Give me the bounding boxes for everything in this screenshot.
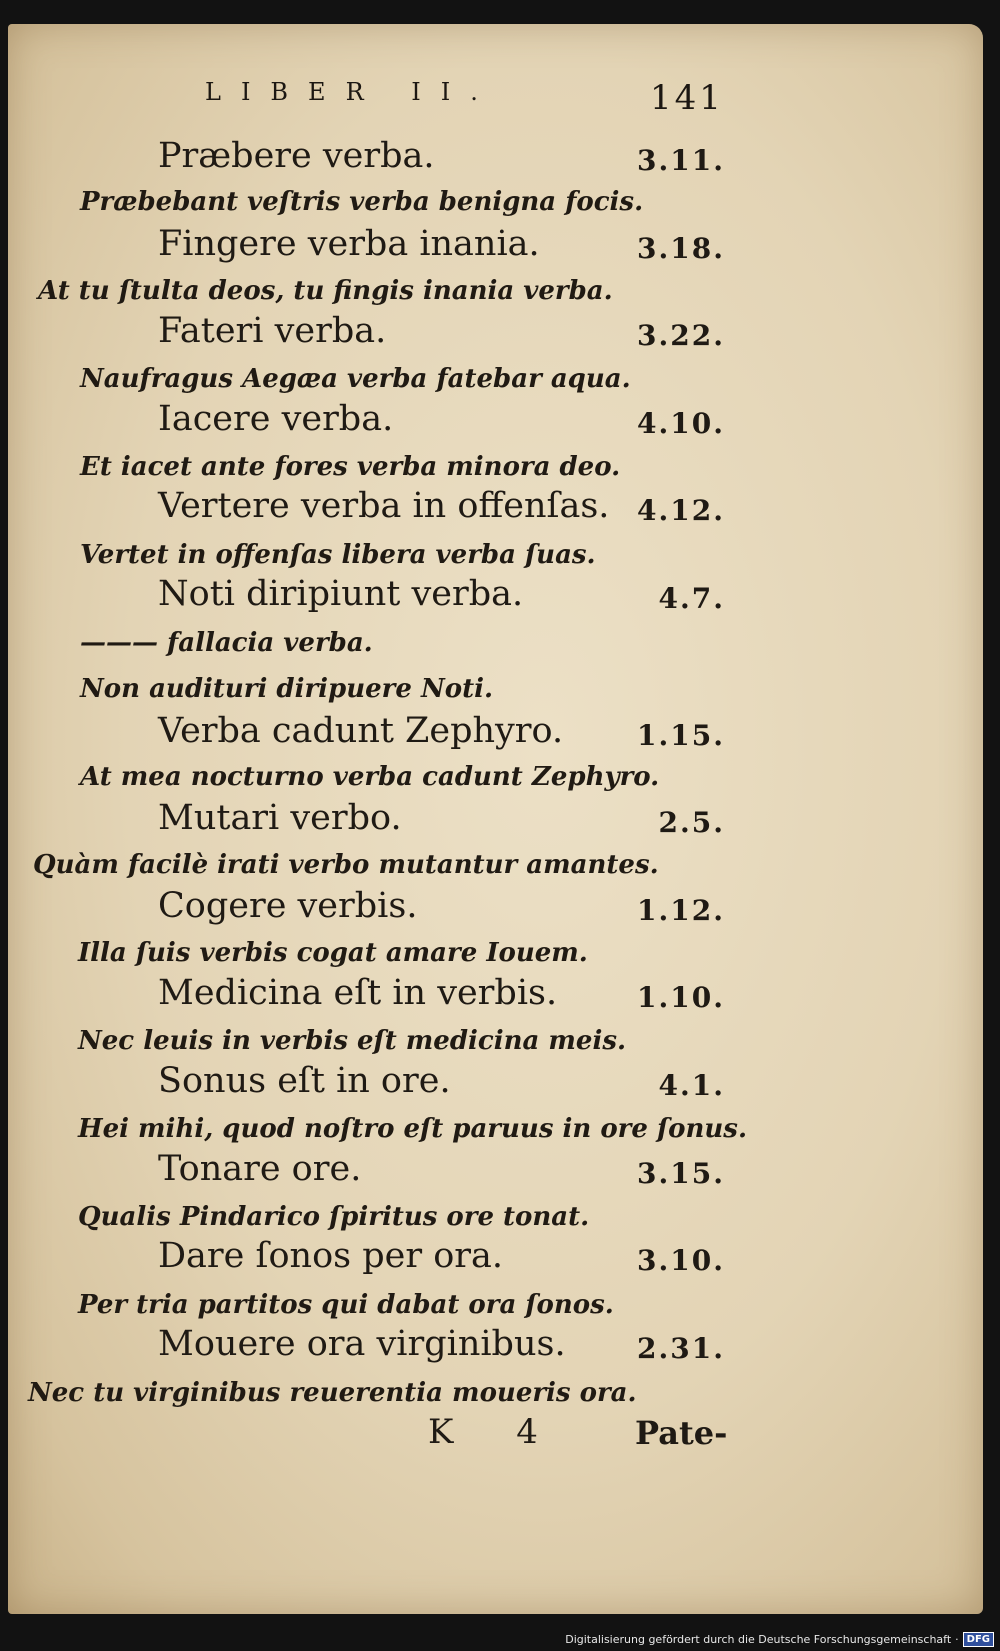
- entry-reference: 4.10.: [637, 407, 725, 440]
- entry-phrase: Noti diripiunt verba.: [158, 574, 524, 614]
- entry-reference: 3.15.: [637, 1157, 725, 1190]
- entry-reference: 2.5.: [658, 806, 725, 839]
- entry-phrase: Verba cadunt Zephyro.: [158, 711, 564, 751]
- entry-reference: 4.7.: [658, 582, 725, 615]
- entry-phrase: Præbere verba.: [158, 136, 435, 176]
- entry-reference: 1.15.: [637, 719, 725, 752]
- entry-quote: Qualis Pindarico ſpiritus ore tonat.: [78, 1202, 590, 1232]
- entry-phrase: Sonus eſt in ore.: [158, 1061, 451, 1101]
- entry-quote: Nec tu virginibus reuerentia moueris ora.: [28, 1378, 637, 1408]
- entry-quote: Non audituri diripuere Noti.: [80, 674, 494, 704]
- signature-mark: K 4: [428, 1412, 564, 1452]
- entry-reference: 4.12.: [637, 494, 725, 527]
- entry-quote: At mea nocturno verba cadunt Zephyro.: [80, 762, 660, 792]
- entry-quote: Et iacet ante fores verba minora deo.: [80, 452, 621, 482]
- entry-quote: At tu ſtulta deos, tu fingis inania verba.: [38, 276, 613, 306]
- running-title: LIBER II.: [205, 78, 498, 106]
- entry-quote: ——— fallacia verba.: [80, 628, 373, 658]
- entry-quote: Nec leuis in verbis eſt medicina meis.: [78, 1026, 627, 1056]
- dfg-logo-icon: DFG: [963, 1632, 994, 1647]
- entry-reference: 3.22.: [637, 319, 725, 352]
- entry-phrase: Mutari verbo.: [158, 798, 402, 838]
- entry-quote: Præbebant veſtris verba benigna focis.: [80, 187, 644, 217]
- entry-phrase: Dare ſonos per ora.: [158, 1236, 503, 1276]
- entry-phrase: Cogere verbis.: [158, 886, 418, 926]
- entry-quote: Hei mihi, quod noſtro eſt paruus in ore ſonus.: [78, 1114, 747, 1144]
- entry-reference: 3.10.: [637, 1244, 725, 1277]
- entry-phrase: Tonare ore.: [158, 1149, 362, 1189]
- entry-reference: 4.1.: [658, 1069, 725, 1102]
- entry-phrase: Iacere verba.: [158, 399, 394, 439]
- entry-reference: 2.31.: [637, 1332, 725, 1365]
- entry-quote: Naufragus Aegæa verba fatebar aqua.: [80, 364, 631, 394]
- entry-reference: 1.12.: [637, 894, 725, 927]
- page-number: 141: [650, 78, 724, 118]
- digitization-credit: Digitalisierung gefördert durch die Deutsche Forschungsgemeinschaft · DFG: [565, 1632, 994, 1647]
- entry-quote: Vertet in offenſas libera verba ſuas.: [80, 540, 596, 570]
- entry-quote: Illa ſuis verbis cogat amare Iouem.: [78, 938, 588, 968]
- entry-reference: 3.18.: [637, 232, 725, 265]
- catchword: Pate-: [635, 1414, 728, 1452]
- entry-phrase: Medicina eſt in verbis.: [158, 973, 558, 1013]
- entry-phrase: Fingere verba inania.: [158, 224, 540, 264]
- entry-phrase: Fateri verba.: [158, 311, 387, 351]
- entry-quote: Per tria partitos qui dabat ora ſonos.: [78, 1290, 614, 1320]
- credit-text: Digitalisierung gefördert durch die Deutsche Forschungsgemeinschaft: [565, 1633, 952, 1646]
- entry-phrase: Vertere verba in offenſas.: [158, 486, 610, 526]
- entry-phrase: Mouere ora virginibus.: [158, 1324, 566, 1364]
- entry-reference: 3.11.: [637, 144, 725, 177]
- entry-quote: Quàm facilè irati verbo mutantur amantes.: [33, 850, 659, 880]
- entry-reference: 1.10.: [637, 981, 725, 1014]
